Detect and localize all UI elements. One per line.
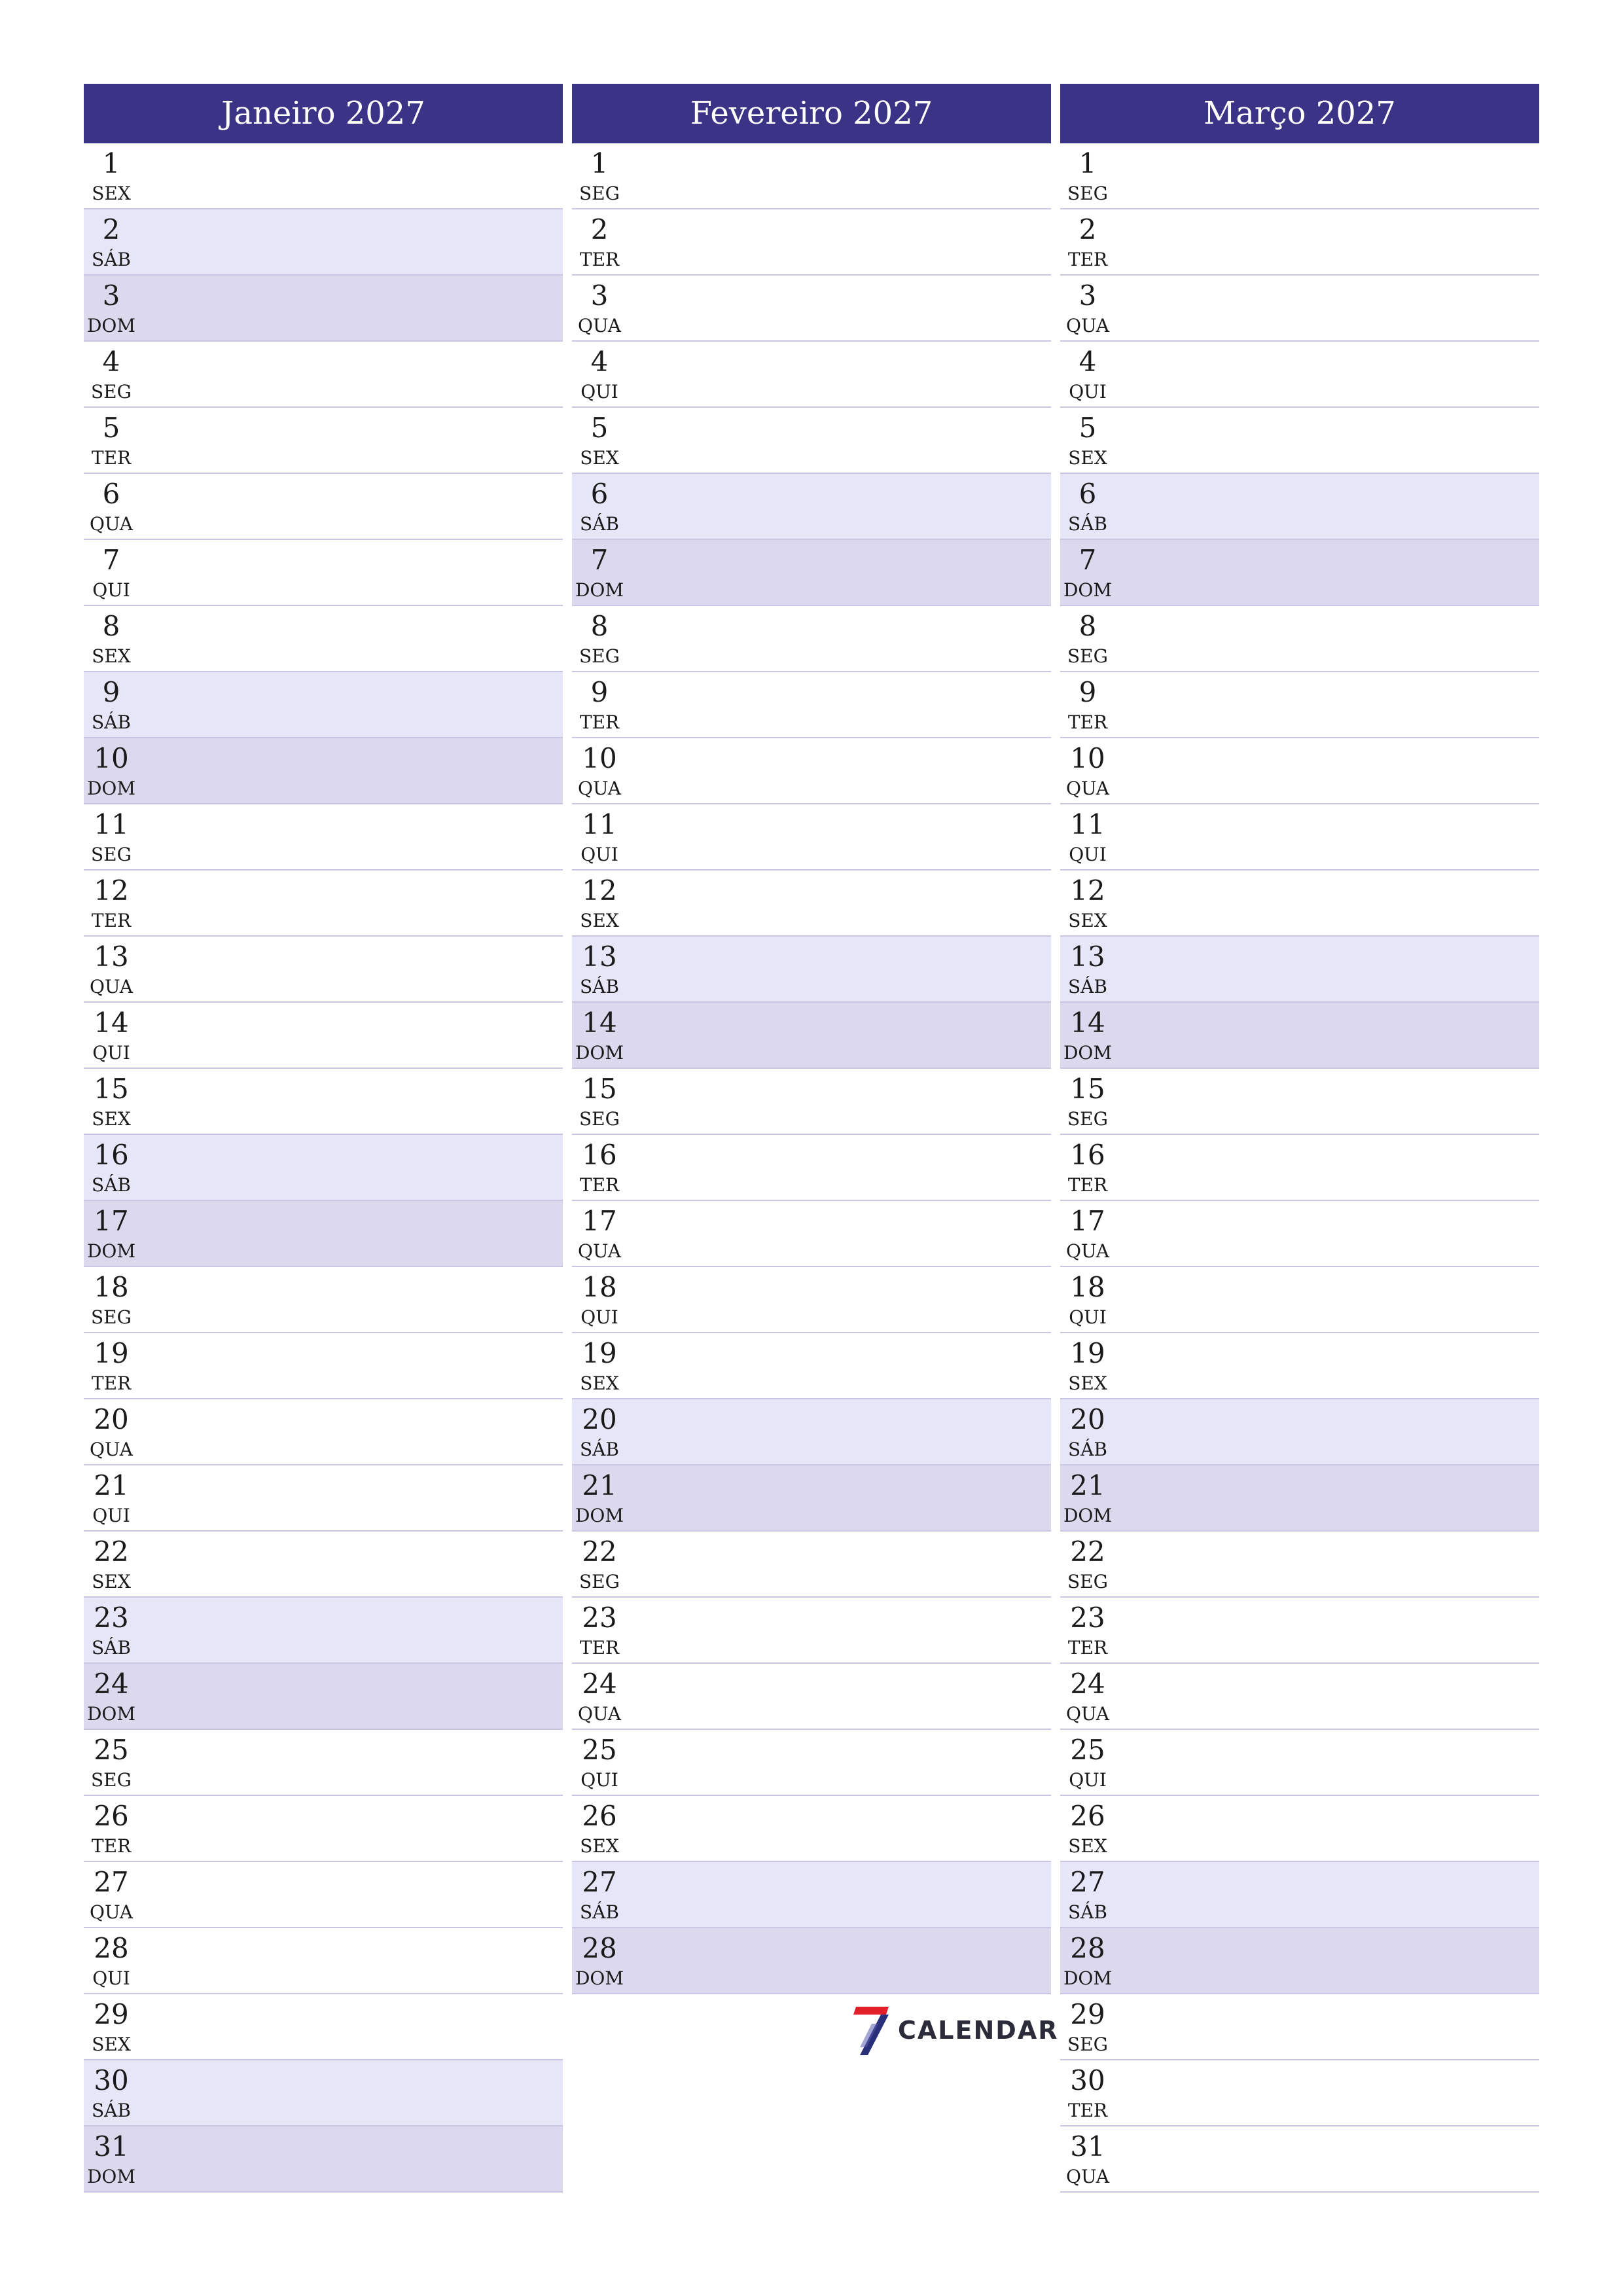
day-weekday: QUA (90, 1901, 133, 1923)
day-list (1060, 143, 1539, 2193)
day-row (572, 408, 1051, 474)
day-weekday: DOM (86, 1703, 136, 1725)
day-number: 15 (1070, 1073, 1105, 1105)
day-number: 5 (590, 412, 609, 444)
day-number: 29 (94, 1998, 129, 2030)
day-weekday: DOM (1063, 1042, 1113, 1064)
brand-name: CALENDAR (898, 2016, 1059, 2045)
day-number: 19 (1070, 1337, 1105, 1369)
day-number: 26 (582, 1800, 617, 1832)
day-row (572, 209, 1051, 276)
day-number: 7 (102, 544, 120, 576)
day-row (84, 672, 563, 738)
day-row (572, 143, 1051, 209)
day-row (572, 1598, 1051, 1664)
day-row (1060, 738, 1539, 804)
day-weekday: QUA (578, 778, 621, 799)
day-row (572, 1267, 1051, 1333)
day-weekday: SÁB (580, 513, 619, 535)
day-row (572, 1069, 1051, 1135)
day-number: 2 (102, 213, 120, 245)
day-row (84, 540, 563, 606)
day-row (84, 1003, 563, 1069)
day-weekday: SÁB (1068, 976, 1107, 997)
day-row (1060, 209, 1539, 276)
day-number: 28 (94, 1932, 129, 1964)
day-weekday: SÁB (580, 1901, 619, 1923)
day-weekday: SEG (579, 1108, 620, 1130)
day-number: 15 (94, 1073, 129, 1105)
day-weekday: QUI (1069, 381, 1107, 403)
day-number: 11 (1070, 808, 1105, 840)
day-number: 12 (582, 874, 617, 906)
day-number: 17 (94, 1205, 129, 1237)
day-row (1060, 1069, 1539, 1135)
day-number: 4 (1079, 346, 1097, 378)
day-weekday: SEX (92, 183, 131, 204)
day-row (84, 1796, 563, 1862)
day-number: 3 (1079, 279, 1097, 312)
day-number: 27 (582, 1866, 617, 1898)
day-weekday: QUI (1069, 1769, 1107, 1791)
day-weekday: QUA (578, 315, 621, 336)
day-row (1060, 1730, 1539, 1796)
day-row (84, 1333, 563, 1399)
day-row (84, 738, 563, 804)
day-weekday: DOM (86, 2166, 136, 2187)
day-weekday: SEG (579, 183, 620, 204)
brand-logo (852, 2004, 1058, 2056)
day-weekday: SEX (1068, 910, 1107, 931)
day-weekday: DOM (575, 1967, 624, 1989)
day-row (572, 606, 1051, 672)
day-row (572, 1928, 1051, 1994)
day-row (84, 474, 563, 540)
day-number: 23 (94, 1602, 129, 1634)
day-number: 6 (1079, 478, 1097, 510)
day-number: 4 (590, 346, 609, 378)
day-number: 6 (102, 478, 120, 510)
day-weekday: SEG (1067, 645, 1108, 667)
day-number: 18 (94, 1271, 129, 1303)
month-title: Março 2027 (1060, 84, 1539, 143)
day-number: 3 (102, 279, 120, 312)
day-weekday: SEX (580, 1835, 619, 1857)
day-row (84, 606, 563, 672)
day-row (1060, 342, 1539, 408)
day-number: 5 (1079, 412, 1097, 444)
day-number: 26 (1070, 1800, 1105, 1832)
day-weekday: QUA (90, 976, 133, 997)
day-number: 22 (1070, 1535, 1105, 1568)
day-number: 13 (582, 941, 617, 973)
day-weekday: DOM (1063, 1967, 1113, 1989)
day-number: 11 (94, 808, 129, 840)
day-row (1060, 276, 1539, 342)
day-row (572, 1201, 1051, 1267)
day-number: 18 (582, 1271, 617, 1303)
day-row (1060, 1465, 1539, 1532)
day-row (572, 1532, 1051, 1598)
day-row (1060, 1135, 1539, 1201)
day-weekday: QUI (580, 1769, 618, 1791)
day-row (84, 209, 563, 276)
day-weekday: SEG (579, 645, 620, 667)
day-row (572, 1399, 1051, 1465)
day-row (1060, 1796, 1539, 1862)
day-weekday: TER (579, 1637, 620, 1659)
day-row (84, 1069, 563, 1135)
day-row (572, 804, 1051, 870)
day-row (1060, 804, 1539, 870)
month-title: Janeiro 2027 (84, 84, 563, 143)
day-row (1060, 1333, 1539, 1399)
day-row (84, 1532, 563, 1598)
day-weekday: SEX (1068, 1372, 1107, 1394)
day-number: 14 (582, 1007, 617, 1039)
day-row (572, 1135, 1051, 1201)
day-weekday: QUI (92, 579, 130, 601)
day-weekday: TER (91, 447, 132, 469)
day-number: 7 (590, 544, 609, 576)
day-number: 11 (582, 808, 617, 840)
day-number: 5 (102, 412, 120, 444)
day-weekday: TER (1067, 711, 1108, 733)
day-number: 1 (1079, 147, 1097, 179)
day-number: 6 (590, 478, 609, 510)
day-weekday: TER (1067, 2100, 1108, 2121)
day-number: 23 (582, 1602, 617, 1634)
day-weekday: QUA (90, 1439, 133, 1460)
day-number: 9 (590, 676, 609, 708)
day-number: 30 (94, 2064, 129, 2096)
day-weekday: SEX (580, 910, 619, 931)
day-weekday: QUA (90, 513, 133, 535)
day-row (1060, 672, 1539, 738)
day-weekday: TER (1067, 1637, 1108, 1659)
day-row (572, 276, 1051, 342)
day-number: 24 (582, 1668, 617, 1700)
day-row (572, 342, 1051, 408)
day-row (572, 672, 1051, 738)
day-row (572, 1862, 1051, 1928)
day-weekday: SÁB (92, 711, 131, 733)
day-weekday: TER (91, 1372, 132, 1394)
day-row (572, 1664, 1051, 1730)
day-weekday: DOM (86, 778, 136, 799)
day-row (84, 1399, 563, 1465)
day-row (84, 1267, 563, 1333)
day-number: 27 (1070, 1866, 1105, 1898)
day-number: 18 (1070, 1271, 1105, 1303)
day-weekday: SÁB (1068, 1439, 1107, 1460)
day-number: 17 (1070, 1205, 1105, 1237)
day-row (1060, 870, 1539, 937)
day-row (84, 1598, 563, 1664)
day-number: 29 (1070, 1998, 1105, 2030)
day-row (1060, 1928, 1539, 1994)
day-number: 8 (1079, 610, 1097, 642)
day-weekday: SÁB (1068, 513, 1107, 535)
day-row (1060, 1862, 1539, 1928)
day-list (572, 143, 1051, 1994)
day-weekday: SEG (1067, 183, 1108, 204)
day-number: 31 (94, 2130, 129, 2162)
day-weekday: DOM (575, 1042, 624, 1064)
day-row (572, 474, 1051, 540)
day-weekday: SEX (580, 1372, 619, 1394)
day-row (572, 738, 1051, 804)
day-row (1060, 1532, 1539, 1598)
day-row (1060, 1399, 1539, 1465)
day-row (84, 1730, 563, 1796)
day-number: 2 (1079, 213, 1097, 245)
day-number: 19 (94, 1337, 129, 1369)
day-weekday: QUA (578, 1240, 621, 1262)
day-weekday: QUA (1066, 1703, 1109, 1725)
day-row (84, 1862, 563, 1928)
day-row (84, 2060, 563, 2126)
day-number: 8 (590, 610, 609, 642)
day-number: 26 (94, 1800, 129, 1832)
day-number: 8 (102, 610, 120, 642)
day-row (84, 276, 563, 342)
day-number: 9 (1079, 676, 1097, 708)
day-number: 24 (94, 1668, 129, 1700)
day-row (1060, 2060, 1539, 2126)
day-number: 14 (1070, 1007, 1105, 1039)
day-weekday: TER (579, 711, 620, 733)
day-row (1060, 408, 1539, 474)
day-weekday: SÁB (580, 976, 619, 997)
day-weekday: QUA (1066, 315, 1109, 336)
day-weekday: TER (1067, 1174, 1108, 1196)
day-weekday: QUA (1066, 778, 1109, 799)
day-weekday: SÁB (92, 1637, 131, 1659)
day-row (572, 1333, 1051, 1399)
day-weekday: QUI (580, 1306, 618, 1328)
day-weekday: DOM (575, 1505, 624, 1526)
day-row (84, 342, 563, 408)
day-weekday: SEX (92, 645, 131, 667)
day-weekday: DOM (86, 1240, 136, 1262)
day-number: 28 (582, 1932, 617, 1964)
day-row (1060, 2126, 1539, 2193)
day-number: 4 (102, 346, 120, 378)
day-weekday: SEG (91, 844, 132, 865)
day-row (84, 1201, 563, 1267)
day-weekday: TER (579, 1174, 620, 1196)
day-row (572, 870, 1051, 937)
day-row (572, 1465, 1051, 1532)
day-weekday: QUI (92, 1505, 130, 1526)
day-weekday: QUI (1069, 1306, 1107, 1328)
day-number: 16 (582, 1139, 617, 1171)
day-weekday: QUI (92, 1967, 130, 1989)
day-weekday: DOM (1063, 579, 1113, 601)
day-row (1060, 143, 1539, 209)
day-row (84, 2126, 563, 2193)
day-weekday: QUI (580, 381, 618, 403)
day-number: 10 (582, 742, 617, 774)
day-weekday: SÁB (92, 1174, 131, 1196)
day-number: 10 (94, 742, 129, 774)
day-number: 12 (1070, 874, 1105, 906)
day-row (1060, 1994, 1539, 2060)
day-weekday: SEG (91, 1769, 132, 1791)
day-row (572, 937, 1051, 1003)
day-number: 20 (1070, 1403, 1105, 1435)
day-number: 22 (94, 1535, 129, 1568)
day-weekday: SEX (92, 1108, 131, 1130)
day-list (84, 143, 563, 2193)
day-number: 28 (1070, 1932, 1105, 1964)
day-weekday: DOM (575, 579, 624, 601)
day-weekday: TER (91, 910, 132, 931)
day-weekday: QUI (580, 844, 618, 865)
day-number: 16 (94, 1139, 129, 1171)
day-row (84, 1135, 563, 1201)
day-weekday: QUI (92, 1042, 130, 1064)
day-number: 25 (582, 1734, 617, 1766)
day-number: 25 (1070, 1734, 1105, 1766)
day-weekday: SEX (580, 447, 619, 469)
day-number: 14 (94, 1007, 129, 1039)
day-weekday: SEX (92, 1571, 131, 1592)
day-row (84, 408, 563, 474)
day-weekday: TER (1067, 249, 1108, 270)
day-weekday: SÁB (92, 249, 131, 270)
day-weekday: SEG (1067, 1571, 1108, 1592)
day-number: 16 (1070, 1139, 1105, 1171)
day-number: 3 (590, 279, 609, 312)
day-row (1060, 606, 1539, 672)
day-number: 27 (94, 1866, 129, 1898)
day-row (1060, 1267, 1539, 1333)
day-weekday: TER (91, 1835, 132, 1857)
day-weekday: QUA (1066, 2166, 1109, 2187)
day-weekday: SEX (92, 2034, 131, 2055)
day-number: 1 (590, 147, 609, 179)
day-number: 22 (582, 1535, 617, 1568)
day-weekday: QUA (578, 1703, 621, 1725)
day-row (1060, 1598, 1539, 1664)
day-weekday: DOM (1063, 1505, 1113, 1526)
day-row (1060, 540, 1539, 606)
day-row (1060, 1664, 1539, 1730)
day-row (84, 870, 563, 937)
day-row (84, 143, 563, 209)
day-number: 1 (102, 147, 120, 179)
day-row (572, 1003, 1051, 1069)
day-number: 12 (94, 874, 129, 906)
day-number: 20 (94, 1403, 129, 1435)
month-column-march (1060, 84, 1539, 2193)
day-number: 21 (94, 1469, 129, 1501)
day-row (572, 540, 1051, 606)
day-number: 30 (1070, 2064, 1105, 2096)
day-number: 17 (582, 1205, 617, 1237)
day-weekday: TER (579, 249, 620, 270)
day-row (1060, 474, 1539, 540)
day-weekday: SEG (1067, 2034, 1108, 2055)
day-number: 24 (1070, 1668, 1105, 1700)
day-number: 23 (1070, 1602, 1105, 1634)
day-row (1060, 1003, 1539, 1069)
day-row (572, 1796, 1051, 1862)
day-weekday: QUA (1066, 1240, 1109, 1262)
seven-logo-icon (852, 2004, 891, 2056)
day-number: 7 (1079, 544, 1097, 576)
day-weekday: SEX (1068, 1835, 1107, 1857)
day-row (84, 1994, 563, 2060)
day-number: 19 (582, 1337, 617, 1369)
month-column-january (84, 84, 563, 2193)
day-weekday: SEX (1068, 447, 1107, 469)
day-number: 2 (590, 213, 609, 245)
month-column-february (572, 84, 1051, 1994)
day-number: 13 (1070, 941, 1105, 973)
day-row (84, 804, 563, 870)
month-title: Fevereiro 2027 (572, 84, 1051, 143)
day-weekday: SEG (1067, 1108, 1108, 1130)
day-number: 13 (94, 941, 129, 973)
day-number: 20 (582, 1403, 617, 1435)
day-weekday: SÁB (1068, 1901, 1107, 1923)
day-row (572, 1730, 1051, 1796)
day-number: 25 (94, 1734, 129, 1766)
day-number: 21 (582, 1469, 617, 1501)
day-number: 9 (102, 676, 120, 708)
day-number: 31 (1070, 2130, 1105, 2162)
day-weekday: DOM (86, 315, 136, 336)
day-row (84, 1465, 563, 1532)
day-weekday: SEG (91, 1306, 132, 1328)
day-weekday: SÁB (92, 2100, 131, 2121)
day-number: 21 (1070, 1469, 1105, 1501)
day-row (84, 1928, 563, 1994)
day-row (1060, 1201, 1539, 1267)
day-number: 15 (582, 1073, 617, 1105)
day-row (1060, 937, 1539, 1003)
day-number: 10 (1070, 742, 1105, 774)
day-weekday: SEG (91, 381, 132, 403)
day-weekday: SÁB (580, 1439, 619, 1460)
day-row (84, 937, 563, 1003)
day-weekday: QUI (1069, 844, 1107, 865)
day-weekday: SEG (579, 1571, 620, 1592)
day-row (84, 1664, 563, 1730)
